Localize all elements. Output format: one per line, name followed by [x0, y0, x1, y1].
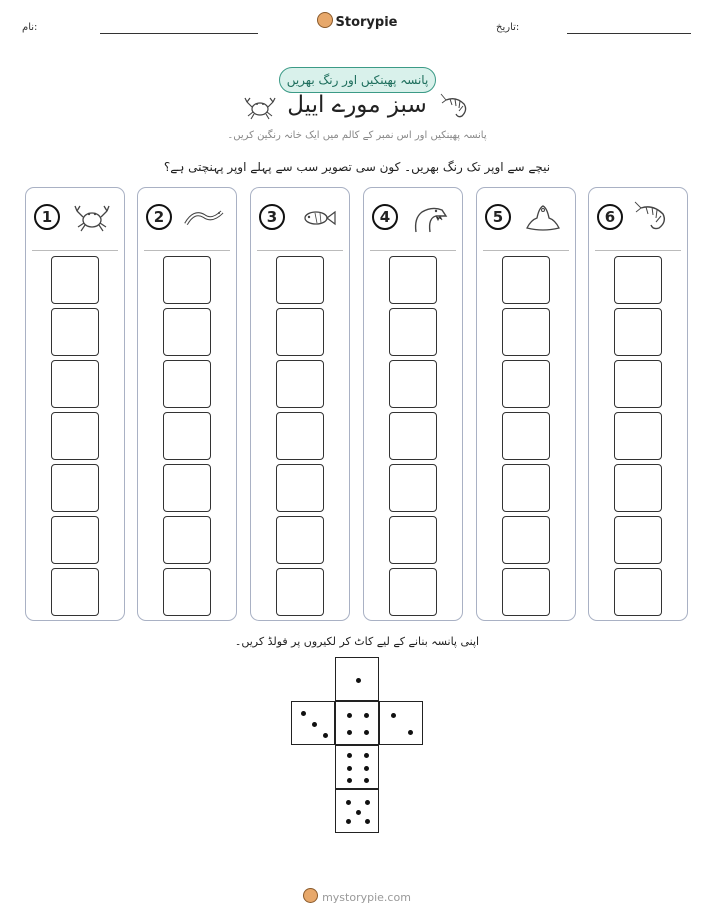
- fish-icon: [295, 200, 339, 236]
- dice-pip: [347, 766, 352, 771]
- brand-text: Storypie: [335, 15, 398, 30]
- color-box[interactable]: [502, 256, 550, 304]
- moray-eel-icon: [408, 200, 452, 236]
- color-box[interactable]: [51, 256, 99, 304]
- column-number: 5: [485, 204, 511, 230]
- bear-logo-icon: [317, 12, 333, 28]
- column-3: [250, 187, 350, 621]
- color-box[interactable]: [51, 308, 99, 356]
- dice-pip: [364, 713, 369, 718]
- color-box[interactable]: [502, 308, 550, 356]
- color-box[interactable]: [614, 464, 662, 512]
- dice-face-3: [291, 701, 335, 745]
- shrimp-icon: [633, 200, 677, 236]
- dice-pip: [356, 810, 361, 815]
- color-box[interactable]: [163, 568, 211, 616]
- date-line[interactable]: [567, 33, 691, 34]
- date-label: تاریخ:: [496, 22, 520, 33]
- dice-pip: [365, 819, 370, 824]
- color-box[interactable]: [276, 516, 324, 564]
- game-type-badge: پانسہ پھینکیں اور رنگ بھریں: [279, 67, 436, 93]
- color-box[interactable]: [389, 256, 437, 304]
- color-box[interactable]: [614, 412, 662, 460]
- color-box[interactable]: [389, 412, 437, 460]
- color-box[interactable]: [389, 308, 437, 356]
- color-box[interactable]: [276, 308, 324, 356]
- column-number: 6: [597, 204, 623, 230]
- color-box[interactable]: [276, 568, 324, 616]
- bear-logo-icon: [303, 888, 318, 903]
- column-2: [137, 187, 237, 621]
- color-box[interactable]: [51, 464, 99, 512]
- column-5: [476, 187, 576, 621]
- brand-logo: [0, 12, 714, 30]
- color-box[interactable]: [614, 256, 662, 304]
- color-box[interactable]: [389, 360, 437, 408]
- shrimp-icon: [440, 92, 472, 122]
- column-number: 4: [372, 204, 398, 230]
- column-divider: [483, 250, 569, 251]
- dice-face-5: [335, 789, 379, 833]
- footer: [0, 888, 714, 904]
- color-box[interactable]: [163, 360, 211, 408]
- color-box[interactable]: [389, 516, 437, 564]
- crab-icon: [70, 200, 114, 236]
- dice-pip: [346, 819, 351, 824]
- color-box[interactable]: [163, 516, 211, 564]
- dice-pip: [312, 722, 317, 727]
- color-box[interactable]: [51, 568, 99, 616]
- column-number: 2: [146, 204, 172, 230]
- dice-face-6: [335, 745, 379, 789]
- color-box[interactable]: [502, 568, 550, 616]
- subtitle: پانسہ پھینکیں اور اس نمبر کے کالم میں ایک خانہ رنگین کریں۔: [227, 130, 487, 141]
- column-divider: [257, 250, 343, 251]
- sea-slug-icon: [521, 200, 565, 236]
- column-1: [25, 187, 125, 621]
- color-box[interactable]: [163, 256, 211, 304]
- dice-pip: [364, 753, 369, 758]
- color-box[interactable]: [51, 516, 99, 564]
- dice-pip: [365, 800, 370, 805]
- color-box[interactable]: [502, 516, 550, 564]
- color-box[interactable]: [51, 360, 99, 408]
- name-line[interactable]: [100, 33, 258, 34]
- column-divider: [32, 250, 118, 251]
- dice-face-1: [335, 657, 379, 701]
- column-divider: [144, 250, 230, 251]
- color-box[interactable]: [614, 360, 662, 408]
- color-box[interactable]: [502, 360, 550, 408]
- dice-pip: [347, 713, 352, 718]
- column-number: 3: [259, 204, 285, 230]
- color-box[interactable]: [276, 360, 324, 408]
- color-box[interactable]: [276, 256, 324, 304]
- footer-url: mystorypie.com: [322, 891, 411, 904]
- color-box[interactable]: [163, 308, 211, 356]
- dice-pip: [347, 753, 352, 758]
- question-text: نیچے سے اوپر تک رنگ بھریں۔ کون سی تصویر سب سے پہلے اوپر پہنچتی ہے؟: [163, 160, 551, 174]
- dice-pip: [391, 713, 396, 718]
- column-divider: [370, 250, 456, 251]
- color-box[interactable]: [614, 516, 662, 564]
- color-box[interactable]: [163, 412, 211, 460]
- column-6: [588, 187, 688, 621]
- color-box[interactable]: [163, 464, 211, 512]
- dice-pip: [356, 678, 361, 683]
- fold-instruction: اپنی پانسہ بنانے کے لیے کاٹ کر لکیروں پر فولڈ کریں۔: [234, 635, 480, 648]
- dice-pip: [347, 778, 352, 783]
- color-box[interactable]: [614, 568, 662, 616]
- color-box[interactable]: [276, 464, 324, 512]
- page-title: سبز مورے اییل: [287, 92, 427, 118]
- dice-pip: [301, 711, 306, 716]
- name-label: نام:: [22, 22, 38, 33]
- dice-pip: [323, 733, 328, 738]
- color-box[interactable]: [51, 412, 99, 460]
- dice-pip: [408, 730, 413, 735]
- column-divider: [595, 250, 681, 251]
- color-box[interactable]: [389, 464, 437, 512]
- dice-face-2: [379, 701, 423, 745]
- color-box[interactable]: [502, 464, 550, 512]
- column-number: 1: [34, 204, 60, 230]
- color-box[interactable]: [614, 308, 662, 356]
- color-box[interactable]: [276, 412, 324, 460]
- eel-icon: [182, 200, 226, 236]
- dice-pip: [364, 730, 369, 735]
- column-4: [363, 187, 463, 621]
- dice-pip: [346, 800, 351, 805]
- dice-face-4: [335, 701, 379, 745]
- color-box[interactable]: [502, 412, 550, 460]
- dice-pip: [347, 730, 352, 735]
- dice-pip: [364, 778, 369, 783]
- color-box[interactable]: [389, 568, 437, 616]
- dice-pip: [364, 766, 369, 771]
